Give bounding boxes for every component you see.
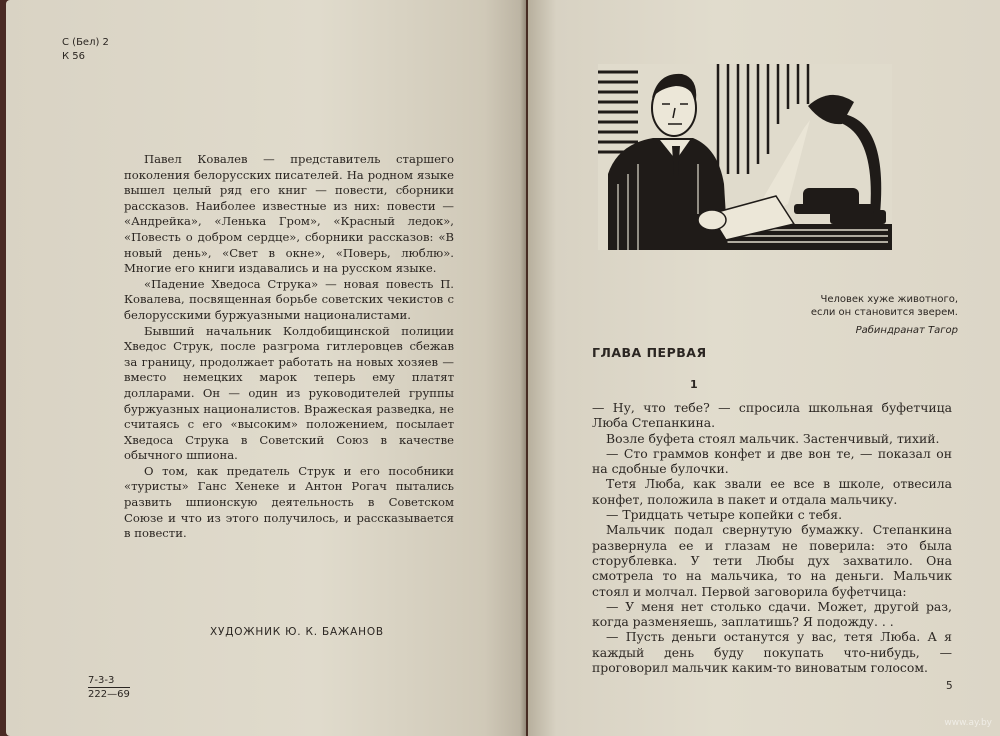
annotation-paragraph: Павел Ковалев — представитель старшего поколения белорусских писателей. На родном языке вышел целый ряд его книг — повести, сборники рассказов. Наиболее известные из них: повести — «Андрейка», «Ленька Гром», «Красный ледок», «Повесть о добром сердце», сборники рассказов: «В новый день», «Свет в окне», «Поверь, люблю». Многие его книги издавались и на русском языке. bbox=[124, 152, 454, 276]
text-paragraph: — Пусть деньги останутся у вас, тетя Люба. А я каждый день буду покупать что-нибудь, — проговорил мальчик каким-то виноватым голосом. bbox=[592, 629, 952, 676]
woodcut-illustration-icon bbox=[598, 64, 892, 250]
text-paragraph: — Тридцать четыре копейки с тебя. bbox=[606, 507, 843, 523]
text-paragraph: — Ну, что тебе? — спросила школьная буфетчица Люба Степанкина. bbox=[592, 400, 952, 431]
section-number: 1 bbox=[690, 378, 698, 391]
chapter-title: ГЛАВА ПЕРВАЯ bbox=[592, 345, 707, 360]
library-classification: С (Бел) 2 К 56 bbox=[62, 37, 109, 62]
left-page bbox=[6, 0, 526, 736]
epigraph: Человек хуже животного, если он становится зверем. Рабиндранат Тагор bbox=[810, 294, 958, 336]
text-paragraph: Тетя Люба, как звали ее все в школе, отвесила конфет, положила в пакет и отдала мальчику. bbox=[592, 476, 952, 507]
right-page bbox=[528, 0, 1000, 736]
book-annotation bbox=[124, 152, 454, 542]
annotation-paragraph: Бывший начальник Колдобищинской полиции Хведос Струк, после разгрома гитлеровцев сбежав за границу, продолжает работать на новых хозяев — вместо немецких марок теперь ему платят долларами. Он — один из руководителей группы буржуазных националистов. Вражеская разведка, не считаясь с его «высоким» положением, посылает Хведоса Струка в Советский Союз в качестве обычного шпиона. bbox=[124, 323, 454, 463]
text-paragraph: — У меня нет столько сдачи. Может, другой раз, когда разменяешь, заплатишь? Я подожду. . . bbox=[592, 598, 952, 630]
text-paragraph: Возле буфета стоял мальчик. Застенчивый, тихий. bbox=[606, 430, 940, 446]
watermark: www.ay.by bbox=[944, 718, 992, 728]
epigraph-author: Рабиндранат Тагор bbox=[855, 325, 958, 336]
artist-credit: ХУДОЖНИК Ю. К. БАЖАНОВ bbox=[210, 626, 384, 638]
text-paragraph: — Сто граммов конфет и две вон те, — показал он на сдобные булочки. bbox=[592, 445, 952, 477]
page-number: 5 bbox=[946, 680, 953, 692]
chapter-text bbox=[592, 400, 952, 675]
annotation-paragraph: «Падение Хведоса Струка» — новая повесть П. Ковалева, посвященная борьбе советских чекистов с белорусскими буржуазными националистами. bbox=[124, 276, 454, 322]
imprint-code: 7-3-3 222—69 bbox=[88, 675, 130, 700]
text-paragraph: Мальчик подал свернутую бумажку. Степанкина развернула ее и глазам не поверила: это была сторублевка. У тети Любы дух захватило. Она смотрела то на мальчика, то на деньги. Мальчик стоял и молчал. Первой заговорила буфетчица: bbox=[592, 522, 952, 599]
annotation-paragraph: О том, как предатель Струк и его пособники «туристы» Ганс Хенеке и Антон Рогач пытались развить шпионскую деятельность в Советском Союзе и что из этого получилось, и рассказывается в повести. bbox=[124, 463, 454, 541]
